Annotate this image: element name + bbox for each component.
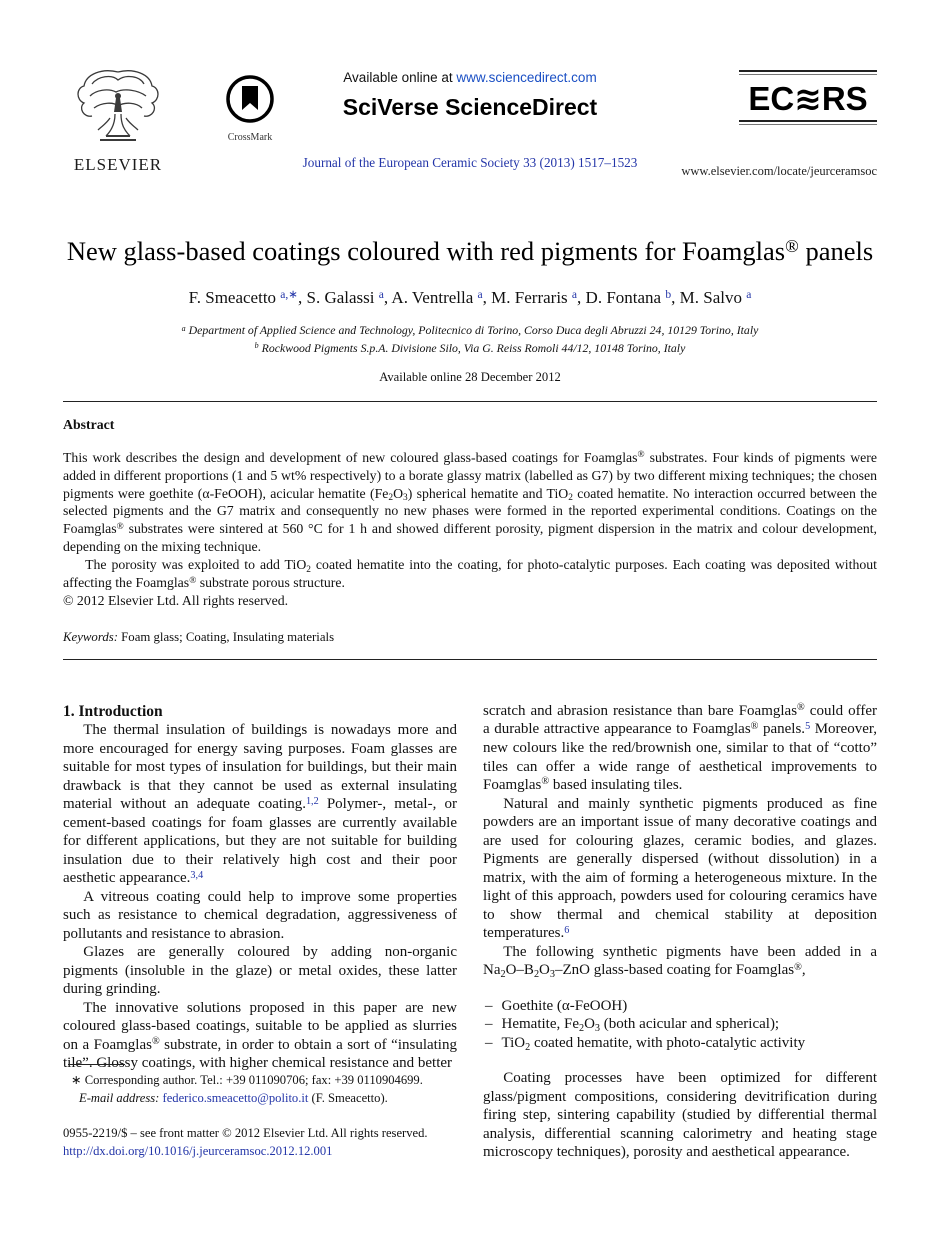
list-item [485,1015,877,1034]
abstract-paragraph-1: This work describes the design and development of new coloured glass-based coatings for Foamglas® substrates. Four kinds of pigments were added in different proportions (1 and 5 wt% respectively) to a borate glassy matrix (labelled as G7) by two different mixing techniques; the chosen pigments were goethite (α-FeOOH), acicular hematite (Fe2O3) spherical hematite and TiO2 coated hematite. No interaction occurred between the selected pigments and the G7 matrix and consequently no new phases were formed in the reported experimental conditions. Coatings on the Foamglas® substrates were sintered at 560 °C for 1 h and showed different porosity, pigment dispersion in the matrix and colour development, depending on the mixing technique. [63,449,878,555]
ecers-logo-block [739,70,877,125]
sciverse-sciencedirect-wordmark: SciVerse ScienceDirect [342,94,598,120]
ecers-logo: EC≋RS [748,80,868,117]
intro-paragraph-7: The following synthetic pigments have been added in a Na2O–B2O3–ZnO glass-based coating for Foamglas®, [483,943,877,981]
abstract-top-rule [63,401,877,402]
list-dash: – [485,1016,493,1033]
section-heading-introduction: 1. Introduction [63,702,163,720]
footnote-line-1: ∗ Corresponding author. Tel.: +39 011090706; fax: +39 0110904699. [71,1073,423,1087]
intro-paragraph-5: scratch and abrasion resistance than bare Foamglas® could offer a durable attractive appearance to Foamglas® panels.$^5$ Moreover, new colours like the red/brownish one, similar to that of “cotto” tiles can offer a wide range of aesthetical improvements to Foamglas® based insulating tiles. [483,702,878,794]
pigment-list [485,997,877,1053]
elsevier-wordmark: ELSEVIER [73,155,163,174]
keywords-line: Keywords: Foam glass; Coating, Insulating materials [63,629,335,644]
abstract-bottom-rule [63,659,877,660]
affiliation-b: $^b$ Rockwood Pigments S.p.A. Divisione Silo, Via G. Reiss Romoli 44/12, 10148 Torino, Italy [254,340,686,355]
list-item-text: Hematite, Fe2O3 (both acicular and spherical); [501,1016,780,1035]
elsevier-locate-url[interactable]: www.elsevier.com/locate/jeurceramsoc [681,164,877,178]
intro-paragraph-1: The thermal insulation of buildings is nowadays more and more encouraged for energy saving purposes. Foam glasses are suitable for most types of insulation for buildings, but their main drawback is that they cannot be used as external insulating material without an adequate coating.$^{1,2}$ Polymer-, metal-, or cement-based coatings for foam glasses are currently available for different applications, but they are not suitable for building insulation due to their relatively high cost and their poor aesthetic appearance.$^{3,4}$ [63,722,457,887]
footnote-line-2[interactable]: E-mail address: federico.smeacetto@polito.it (F. Smeacetto). [79,1090,388,1105]
available-online-date: Available online 28 December 2012 [379,369,561,384]
crossmark-label: CrossMark [227,132,273,143]
elsevier-logo[interactable] [63,66,173,175]
author-list: F. Smeacetto $^{a,∗}$, S. Galassi $^a$, A. Ventrella $^a$, M. Ferraris $^a$, D. Fontana $^b$, M. Salvo $^a$ [188,288,752,308]
intro-paragraph-4: The innovative solutions proposed in this paper are new coloured glass-based coatings, suitable to be applied as slurries on a Foamglas® substrate, in order to obtain a sort of “insulating tile”. Glossy coatings, with higher chemical resistance and better [63,999,457,1072]
intro-paragraph-8: Coating processes have been optimized for different glass/pigment compositions, considering devitrification during firing step, sintering capability (studied by differential thermal analysis, differential scanning calorimetry and heating stage microscopy techniques), porosity and aesthetical appearance. [483,1070,877,1161]
header-center [240,70,700,171]
list-item [485,1034,877,1053]
abstract-copyright: © 2012 Elsevier Ltd. All rights reserved. [63,593,289,609]
elsevier-tree-icon [72,66,164,148]
right-column [483,702,877,1162]
list-item-text: TiO2 coated hematite, with photo-catalytic activity [501,1034,806,1053]
intro-paragraph-6: Natural and mainly synthetic pigments produced as fine powders are an important issue of many decorative coatings and are used for colouring glazes, ceramic bodies, and glazes. Pigments are generally dispersed (without dissolution) in a matrix, with the aim of forming a heterogeneous mixture. In the light of this approach, powders used for colouring ceramics have to show thermal and chemical stability at deposition temperatures.$^6$ [483,795,877,942]
footnote-separator [68,1064,125,1065]
ecers-bottom-rule [739,120,877,125]
affiliation-a: $^a$ Department of Applied Science and Technology, Politecnico di Torino, Corso Duca degli Abruzzi 24, 10129 Torino, Italy [181,323,759,338]
intro-paragraph-3: Glazes are generally coloured by adding non-organic pigments (insoluble in the glaze) or metal oxides, these latter during grinding. [63,944,457,998]
list-dash: – [485,1034,493,1051]
page-header [63,64,877,192]
issn-copyright-line: 0955-2219/$ – see front matter © 2012 Elsevier Ltd. All rights reserved. [63,1126,428,1140]
page-footer [63,1124,543,1161]
list-item-text: Goethite (α-FeOOH) [501,997,628,1014]
doi-link[interactable]: http://dx.doi.org/10.1016/j.jeurceramsoc.2012.12.001 [63,1144,333,1159]
list-item [485,997,877,1016]
abstract-section [63,417,877,645]
article-title: New glass-based coatings coloured with red pigments for Foamglas® panels [66,235,874,266]
journal-citation-link[interactable]: Journal of the European Ceramic Society 33 (2013) 1517–1523 [302,155,638,170]
abstract-paragraph-2: The porosity was exploited to add TiO2 coated hematite into the coating, for photo-catalytic purposes. Each coating was deposited without affecting the Foamglas® substrate porous structure. [63,557,877,591]
abstract-heading: Abstract [63,416,115,432]
corresponding-author-footnote [63,1064,483,1107]
intro-paragraph-2: A vitreous coating could help to improve some properties such as resistance to chemical degradation, aggressiveness of pollutants and resistance to abrasion. [63,888,457,942]
available-online-line[interactable]: Available online at www.sciencedirect.com [343,70,597,85]
affiliations [63,322,877,356]
list-dash: – [485,997,493,1014]
